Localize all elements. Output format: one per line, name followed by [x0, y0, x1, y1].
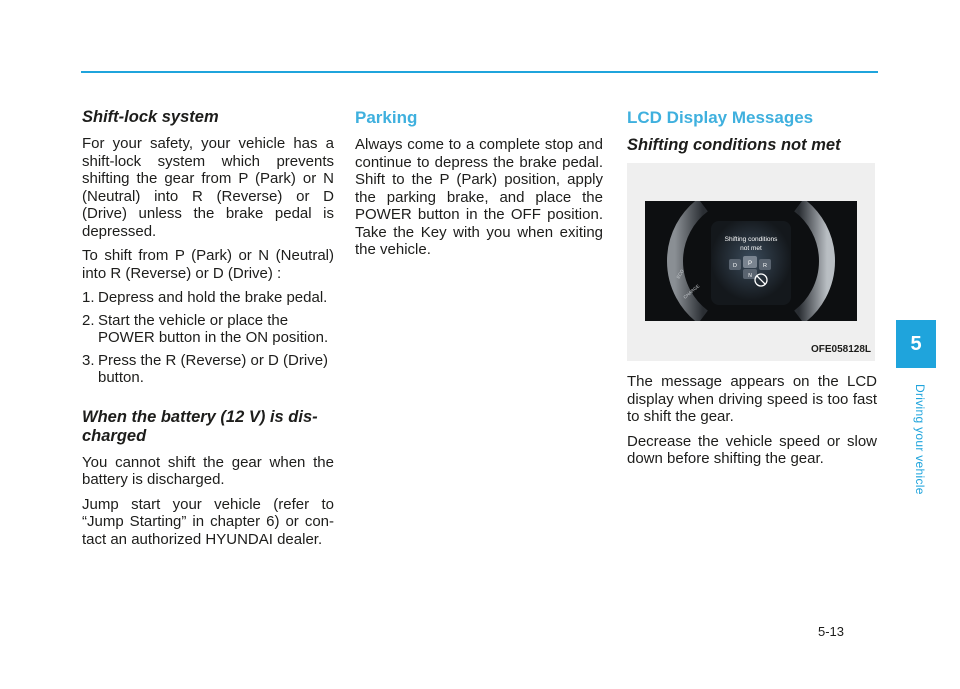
battery-discharged-heading: When the battery (12 V) is dis-charged [82, 407, 318, 445]
lcd-message-line2: not met [740, 245, 762, 252]
lcd-message-line1: Shifting conditions [724, 236, 778, 243]
list-item: 3. Press the R (Reverse) or D (Drive) button. [82, 351, 329, 386]
column-1 [82, 108, 334, 555]
list-item: 2. Start the vehicle or place the POWER button in the ON position. [82, 311, 329, 346]
column-2 [355, 108, 603, 266]
figure-code: OFE058128L [810, 343, 871, 355]
shift-instruction-paragraph: To shift from P (Park) or N (Neutral) into R (Reverse) or D (Drive) : [82, 247, 334, 282]
chapter-tab: 5 [896, 320, 936, 368]
shifting-conditions-heading: Shifting conditions not met [627, 136, 841, 154]
charge-label: CHARGE [682, 283, 701, 300]
list-item: 1. Depress and hold the brake pedal. [82, 289, 328, 306]
header-rule [81, 71, 878, 73]
shift-lock-heading: Shift-lock system [82, 108, 219, 126]
cluster-illustration [645, 201, 857, 321]
parking-heading: Parking [355, 108, 418, 127]
battery-paragraph-1: You cannot shift the gear when the battery is discharged. [82, 453, 334, 488]
shift-lock-paragraph: For your safety, your vehicle has a shift-lock system which prevents shifting the gear from P (Park) or N (Neutral) into R (Reverse) or D (Drive) unless the brake pedal is depressed. [82, 135, 334, 240]
lcd-paragraph-1: The message appears on the LCD display when driving speed is too fast to shift the gear. [627, 373, 877, 425]
gear-n-label: N [748, 273, 752, 279]
chapter-label: Driving your vehicle [913, 384, 927, 495]
gear-p-label: P [747, 261, 753, 267]
shift-steps-list [82, 289, 334, 387]
gear-d-label: D [733, 263, 737, 269]
eco-label: ECO [675, 268, 685, 280]
lcd-messages-heading: LCD Display Messages [627, 108, 814, 127]
gear-r-label: R [763, 263, 767, 269]
lcd-screen [645, 201, 857, 321]
lcd-paragraph-2: Decrease the vehicle speed or slow down before shifting the gear. [627, 432, 877, 467]
page-number: 5-13 [818, 624, 845, 639]
column-3 [627, 108, 877, 475]
lcd-figure [627, 163, 875, 361]
parking-paragraph: Always come to a complete stop and continue to depress the brake pedal. Shift to the P (Park) position, apply the parking brake, and place the POWER button in the OFF position. Take the Key with you when exiting the vehicle. [355, 136, 603, 258]
battery-paragraph-2: Jump start your vehicle (refer to “Jump Starting” in chapter 6) or con-tact an authorized HYUNDAI dealer. [82, 495, 334, 548]
